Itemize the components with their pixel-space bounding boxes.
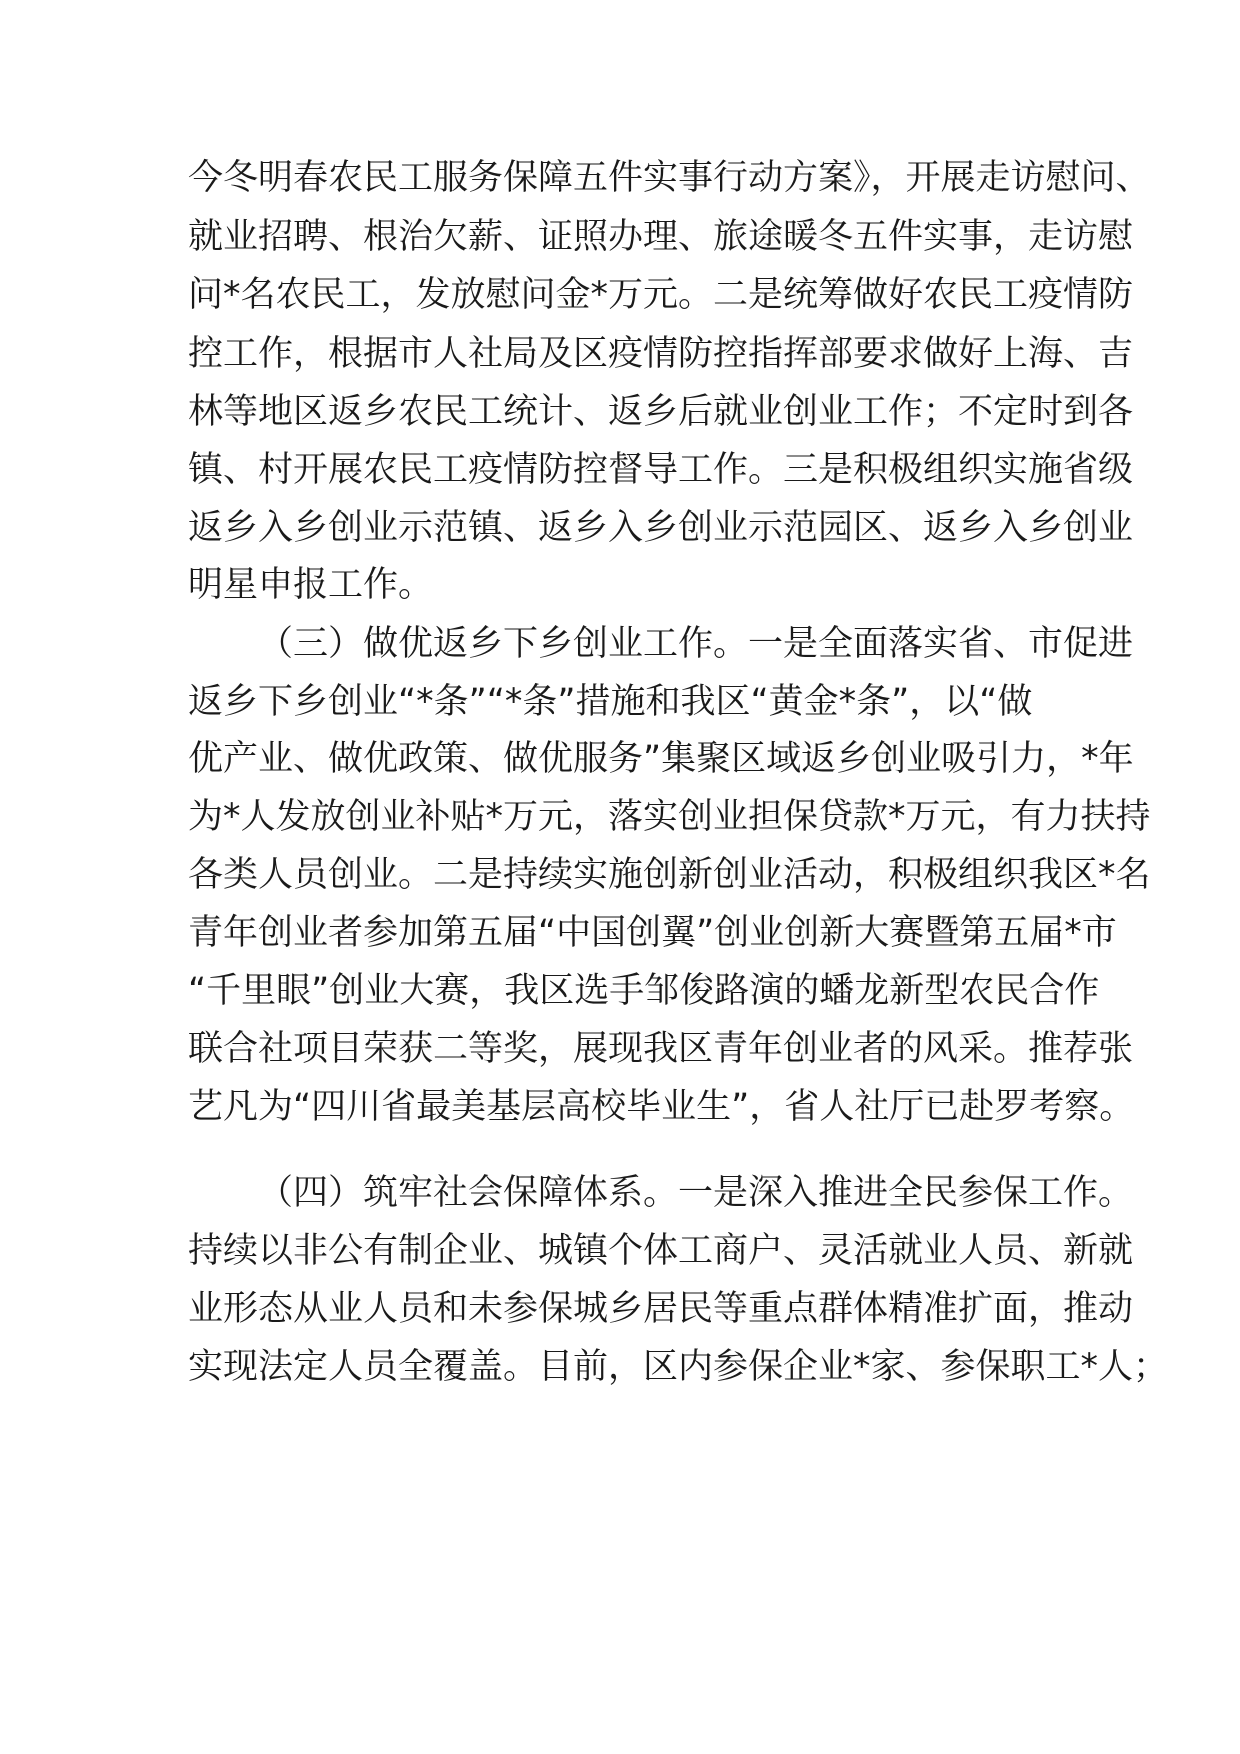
section-heading-four: （四）筑牢社会保障体系。一是深入推进全民参保工作。 [258, 1173, 1134, 1213]
text-line: 持续以非公有制企业、城镇个体工商户、灵活就业人员、新就 [188, 1231, 1134, 1271]
text-line: 联合社项目荣获二等奖，展现我区青年创业者的风采。推荐张 [188, 1029, 1134, 1069]
text-line: 控工作，根据市人社局及区疫情防控指挥部要求做好上海、吉 [188, 334, 1134, 374]
text-line: 林等地区返乡农民工统计、返乡后就业创业工作；不定时到各 [188, 392, 1134, 432]
text-line: 业形态从业人员和未参保城乡居民等重点群体精准扩面，推动 [188, 1289, 1134, 1329]
text-line: “千里眼”创业大赛，我区选手邹俊路演的蟠龙新型农民合作 [188, 971, 1100, 1011]
text-line: 明星申报工作。 [188, 565, 434, 605]
text-line: 问*名农民工，发放慰问金*万元。二是统筹做好农民工疫情防 [188, 275, 1134, 315]
text-line: 为*人发放创业补贴*万元，落实创业担保贷款*万元，有力扶持 [188, 797, 1151, 837]
text-line: 返乡下乡创业“*条”“*条”措施和我区“黄金*条”，以“做 [188, 682, 1033, 722]
text-line: 青年创业者参加第五届“中国创翼”创业创新大赛暨第五届*市 [188, 913, 1117, 953]
text-line: 实现法定人员全覆盖。目前，区内参保企业*家、参保职工*人； [188, 1347, 1169, 1387]
text-line: 优产业、做优政策、做优服务”集聚区域返乡创业吸引力，*年 [188, 739, 1134, 779]
text-line: 返乡入乡创业示范镇、返乡入乡创业示范园区、返乡入乡创业 [188, 508, 1134, 548]
text-line: 镇、村开展农民工疫情防控督导工作。三是积极组织实施省级 [188, 450, 1134, 490]
text-line: 各类人员创业。二是持续实施创新创业活动，积极组织我区*名 [188, 855, 1151, 895]
text-line: 今冬明春农民工服务保障五件实事行动方案》，开展走访慰问、 [188, 158, 1151, 198]
text-line: 艺凡为“四川省最美基层高校毕业生”，省人社厅已赴罗考察。 [188, 1087, 1135, 1127]
text-line: 就业招聘、根治欠薪、证照办理、旅途暖冬五件实事，走访慰 [188, 217, 1134, 257]
section-heading-three: （三）做优返乡下乡创业工作。一是全面落实省、市促进 [258, 624, 1134, 664]
